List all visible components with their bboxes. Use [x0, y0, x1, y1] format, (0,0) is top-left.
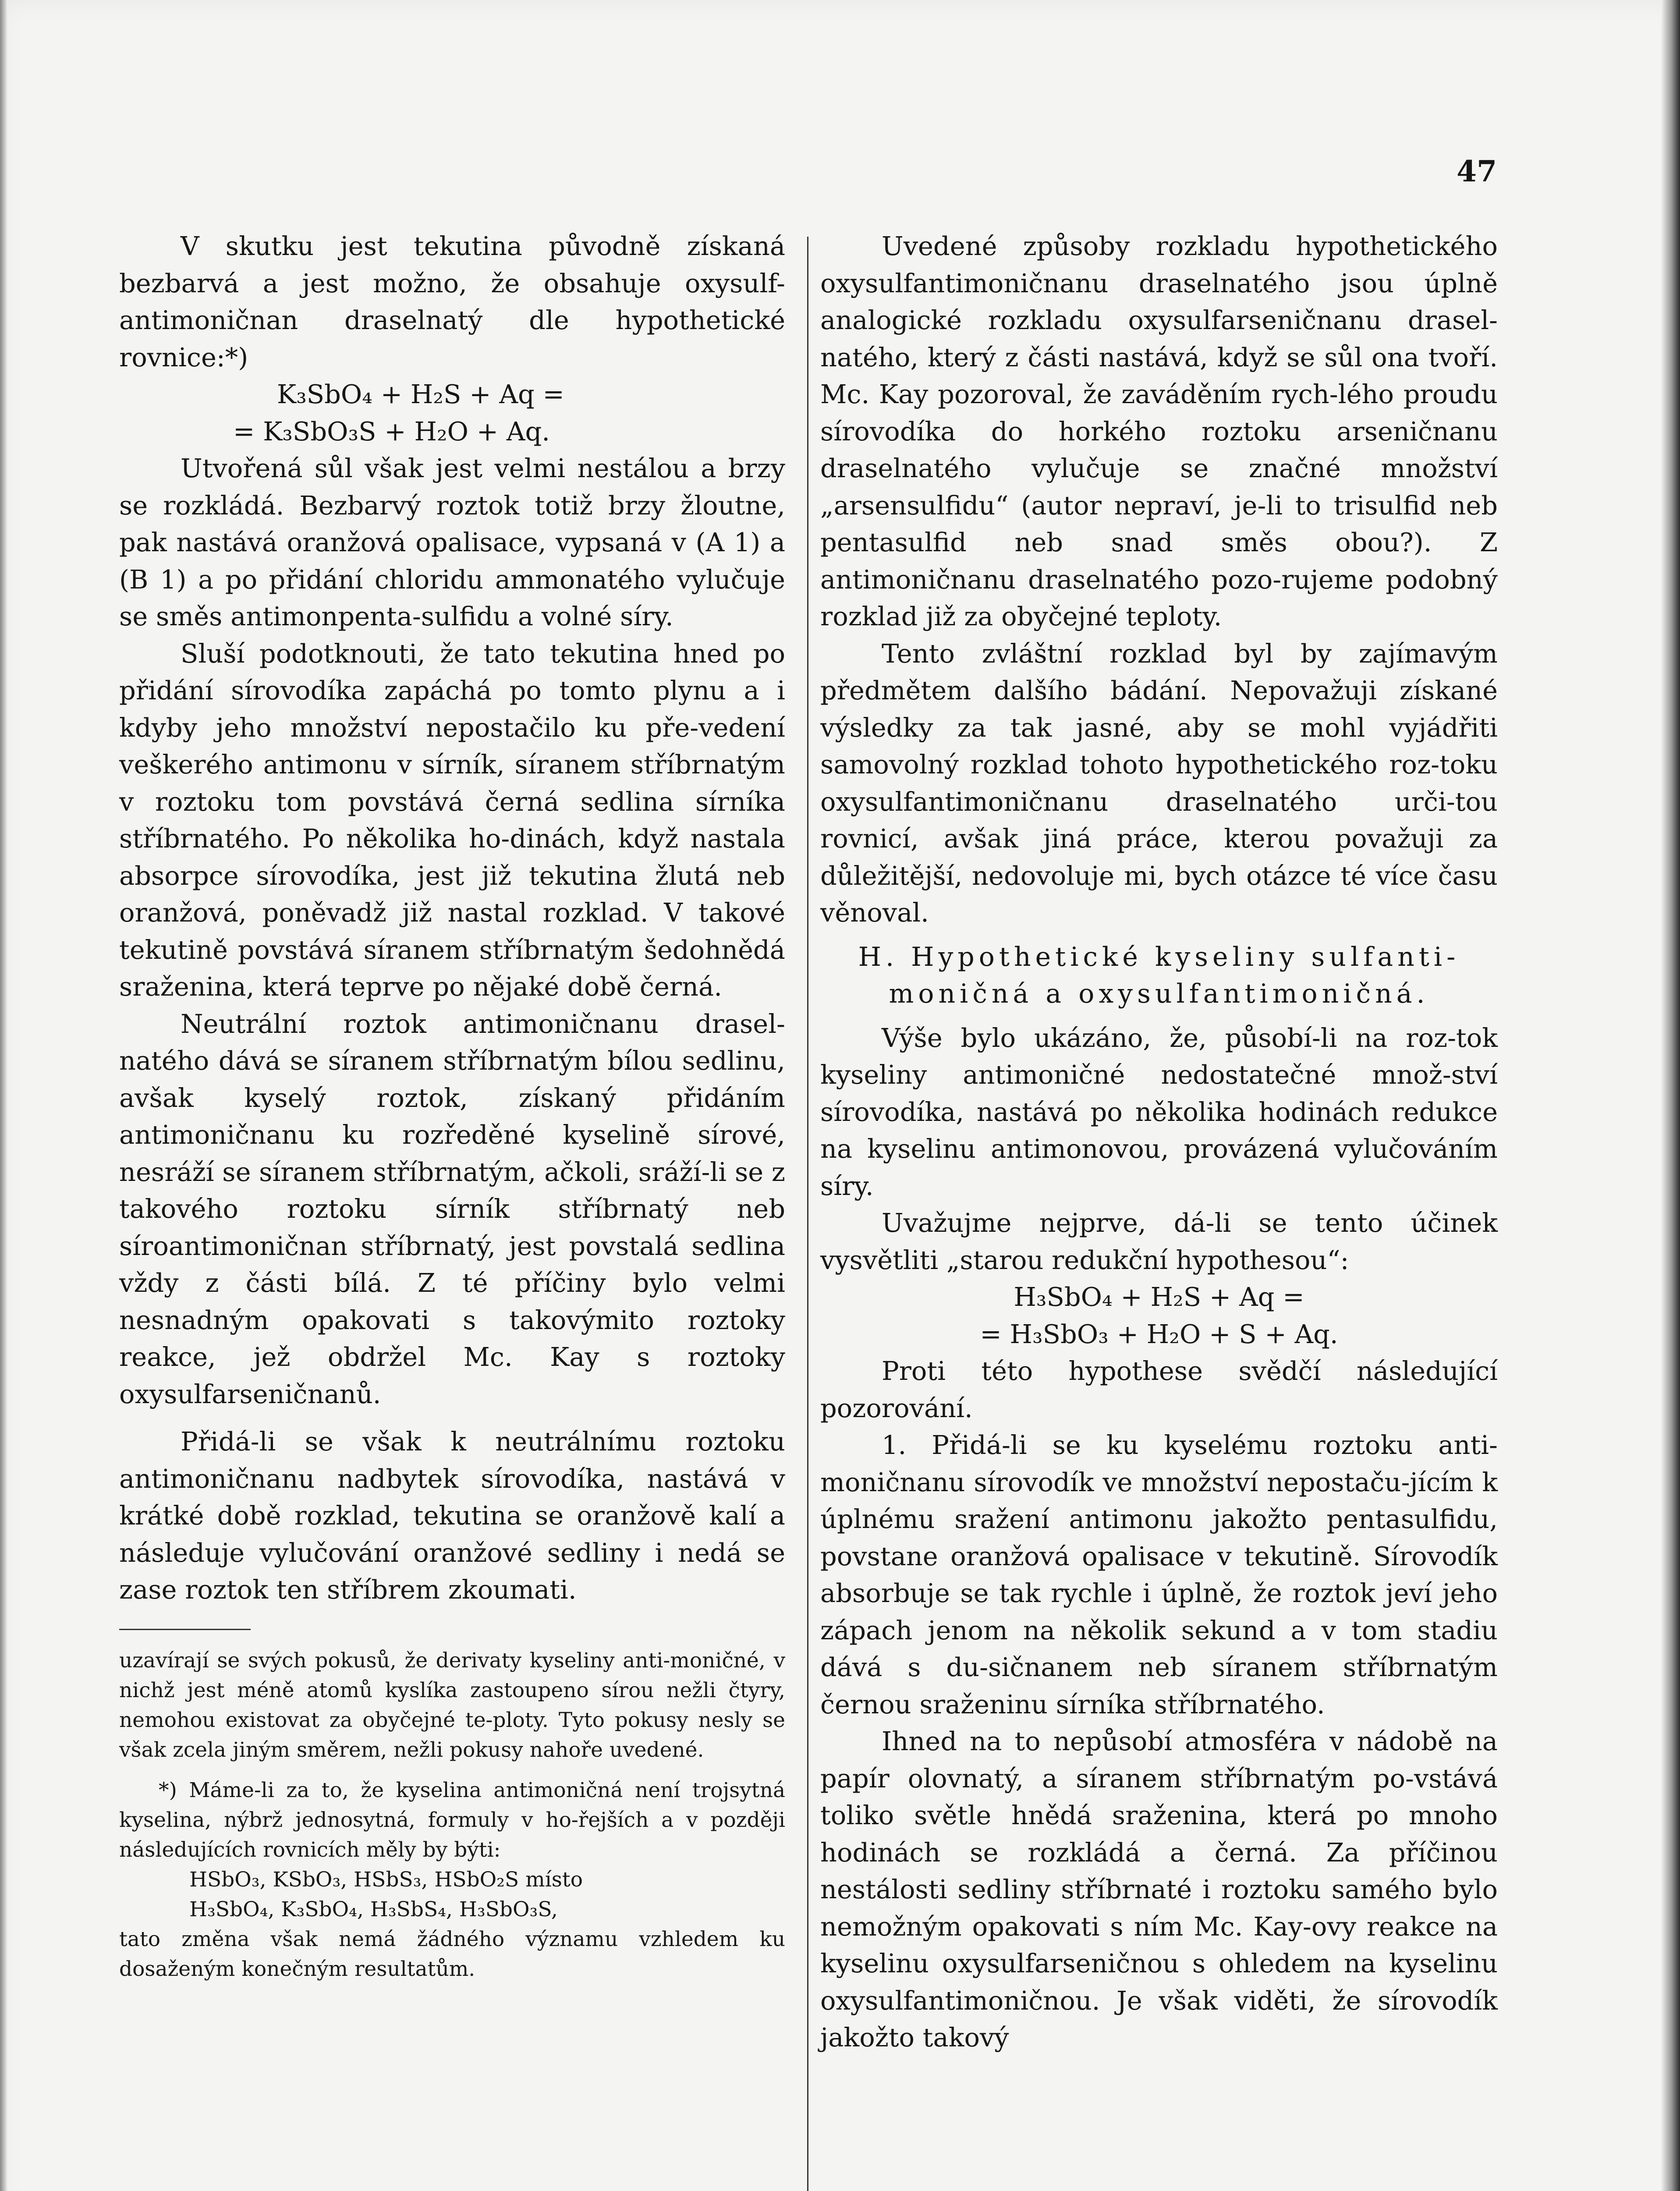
scan-edge-left: [0, 0, 8, 2191]
section-heading-line: H. Hypothetické kyseliny sulfanti-: [858, 941, 1460, 972]
page-number: 47: [1457, 154, 1497, 188]
right-column: [820, 228, 1498, 2056]
scan-edge-right: [1661, 0, 1680, 2191]
paragraph: Utvořená sůl však jest velmi nestálou a brzy se rozkládá. Bezbarvý roztok totiž brzy žloutne, pak nastává oranžová opalisace, vypsaná v (A 1) a (B 1) a po přidání chloridu ammonatého vylučuje se směs antimonpenta-sulfidu a volné síry.: [119, 453, 785, 631]
paragraph: Tento zvláštní rozklad byl by zajímavým předmětem dalšího bádání. Nepovažuji získané výsledky za tak jasné, aby se mohl vyjádřiti samovolný rozklad tohoto hypothetického roz-toku oxysulfantimoničnanu draselnatého urči-tou rovnicí, avšak jiná práce, kterou považuji za důležitější, nedovoluje mi, bych otázce té více času věnoval.: [820, 638, 1498, 928]
paragraph: Uvedené způsoby rozkladu hypothetického oxysulfantimoničnanu draselnatého jsou úplně analogické rozkladu oxysulfarseničnanu drasel-natého, který z části nastává, když se sůl ona tvoří. Mc. Kay pozoroval, že zaváděním rych-lého proudu sírovodíka do horkého roztoku arseničnanu draselnatého vylučuje se značné množství „arsensulfidu“ (autor nepraví, je-li to trisulfid neb pentasulfid neb snad směs obou?). Z antimoničnanu draselnatého pozo-rujeme podobný rozklad již za obyčejné teploty.: [820, 231, 1498, 631]
paragraph: V skutku jest tekutina původně získaná bezbarvá a jest možno, že obsahuje oxysulf-antimoničnan draselnatý dle hypothetické rovnice:*): [119, 231, 785, 372]
paragraph: 1. Přidá-li se ku kyselému roztoku anti-moničnanu sírovodík ve množství nepostaču-jícím k úplnému sražení antimonu jakožto pentasulfidu, povstane oranžová opalisace v tekutině. Sírovodík absorbuje se tak rychle i úplně, že roztok jeví jeho zápach jenom na několik sekund a v tom stadiu dává s du-sičnanem neb síranem stříbrnatým černou sraženinu sírníka stříbrnatého.: [820, 1430, 1498, 1719]
footnote-text: tato změna však nemá žádného významu vzhledem ku dosaženým konečným resultatům.: [119, 1927, 785, 1981]
footnote-formula: H₃SbO₄, K₃SbO₄, H₃SbS₄, H₃SbO₃S,: [189, 1897, 558, 1922]
paragraph: Ihned na to nepůsobí atmosféra v nádobě na papír olovnatý, a síranem stříbrnatým po-vstává toliko světle hnědá sraženina, která po mnoho hodinách se rozkládá a černá. Za příčinou nestálosti sedliny stříbrnaté i roztoku samého bylo nemožným opakovati s ním Mc. Kay-ovy reakce na kyselinu oxysulfarseničnou s ohledem na kyselinu oxysulfantimoničnou. Je však viděti, že sírovodík jakožto takový: [820, 1726, 1498, 2053]
paragraph: Uvažujme nejprve, dá-li se tento účinek vysvětliti „starou redukční hypothesou“:: [820, 1208, 1498, 1275]
paragraph: Proti této hypothese svědčí následující pozorování.: [820, 1356, 1498, 1423]
paragraph: Sluší podotknouti, že tato tekutina hned po přidání sírovodíka zapáchá po tomto plynu a i kdyby jeho množství nepostačilo ku pře-vedení veškerého antimonu v sírník, síranem stříbrnatým v roztoku tom povstává černá sedlina sírníka stříbrnatého. Po několika ho-dinách, když nastala absorpce sírovodíka, jest již tekutina žlutá neb oranžová, poněvadž již nastal rozklad. V takové tekutině povstává síranem stříbrnatým šedohnědá sraženina, která teprve po nějaké době černá.: [119, 638, 785, 1002]
equation-line: K₃SbO₄ + H₂S + Aq =: [277, 379, 564, 409]
column-divider: [807, 237, 808, 2191]
footnote-formula: HSbO₃, KSbO₃, HSbS₃, HSbO₂S místo: [189, 1867, 583, 1892]
paragraph: Výše bylo ukázáno, že, působí-li na roz-tok kyseliny antimoničné nedostatečné množ-ství sírovodíka, nastává po několika hodinách redukce na kyselinu antimonovou, provázená vylučováním síry.: [820, 1022, 1498, 1201]
equation-line: H₃SbO₄ + H₂S + Aq =: [1014, 1282, 1304, 1312]
footnote-text: *) Máme-li za to, že kyselina antimoničná není trojsytná kyselina, nýbrž jednosytná, formuly v ho-řejších a v později následujících rovnicích měly by býti:: [119, 1778, 785, 1862]
footnote-rule: [119, 1629, 251, 1630]
footnote-text: uzavírají se svých pokusů, že derivaty kyseliny anti-moničné, v nichž jest méně atomů kyslíka zastoupeno sírou nežli čtyry, nemohou existovat za obyčejné te-ploty. Tyto pokusy nesly se však zcela jiným směrem, nežli pokusy nahoře uvedené.: [119, 1648, 785, 1762]
section-heading: [820, 939, 1498, 1013]
paragraph: Přidá-li se však k neutrálnímu roztoku antimoničnanu nadbytek sírovodíka, nastává v krátké době rozklad, tekutina se oranžově kalí a následuje vylučování oranžové sedliny i nedá se zase roztok ten stříbrem zkoumati.: [119, 1426, 785, 1605]
paragraph: Neutrální roztok antimoničnanu drasel-natého dává se síranem stříbrnatým bílou sedlinu, avšak kyselý roztok, získaný přidáním antimoničnanu ku rozředěné kyselině sírové, nesráží se síranem stříbrnatým, ačkoli, sráží-li se z takového roztoku sírník stříbrnatý neb síroantimoničnan stříbrnatý, jest povstalá sedlina vždy z části bílá. Z té příčiny bylo velmi nesnadným opakovati s takovýmito roztoky reakce, jež obdržel Mc. Kay s roztoky oxysulfarseničnanů.: [119, 1008, 785, 1409]
equation-line: = H₃SbO₃ + H₂O + S + Aq.: [980, 1319, 1338, 1349]
equation-line: = K₃SbO₃S + H₂O + Aq.: [233, 416, 550, 447]
section-heading-line: moničná a oxysulfantimoničná.: [889, 979, 1429, 1009]
left-column: [119, 228, 785, 1984]
